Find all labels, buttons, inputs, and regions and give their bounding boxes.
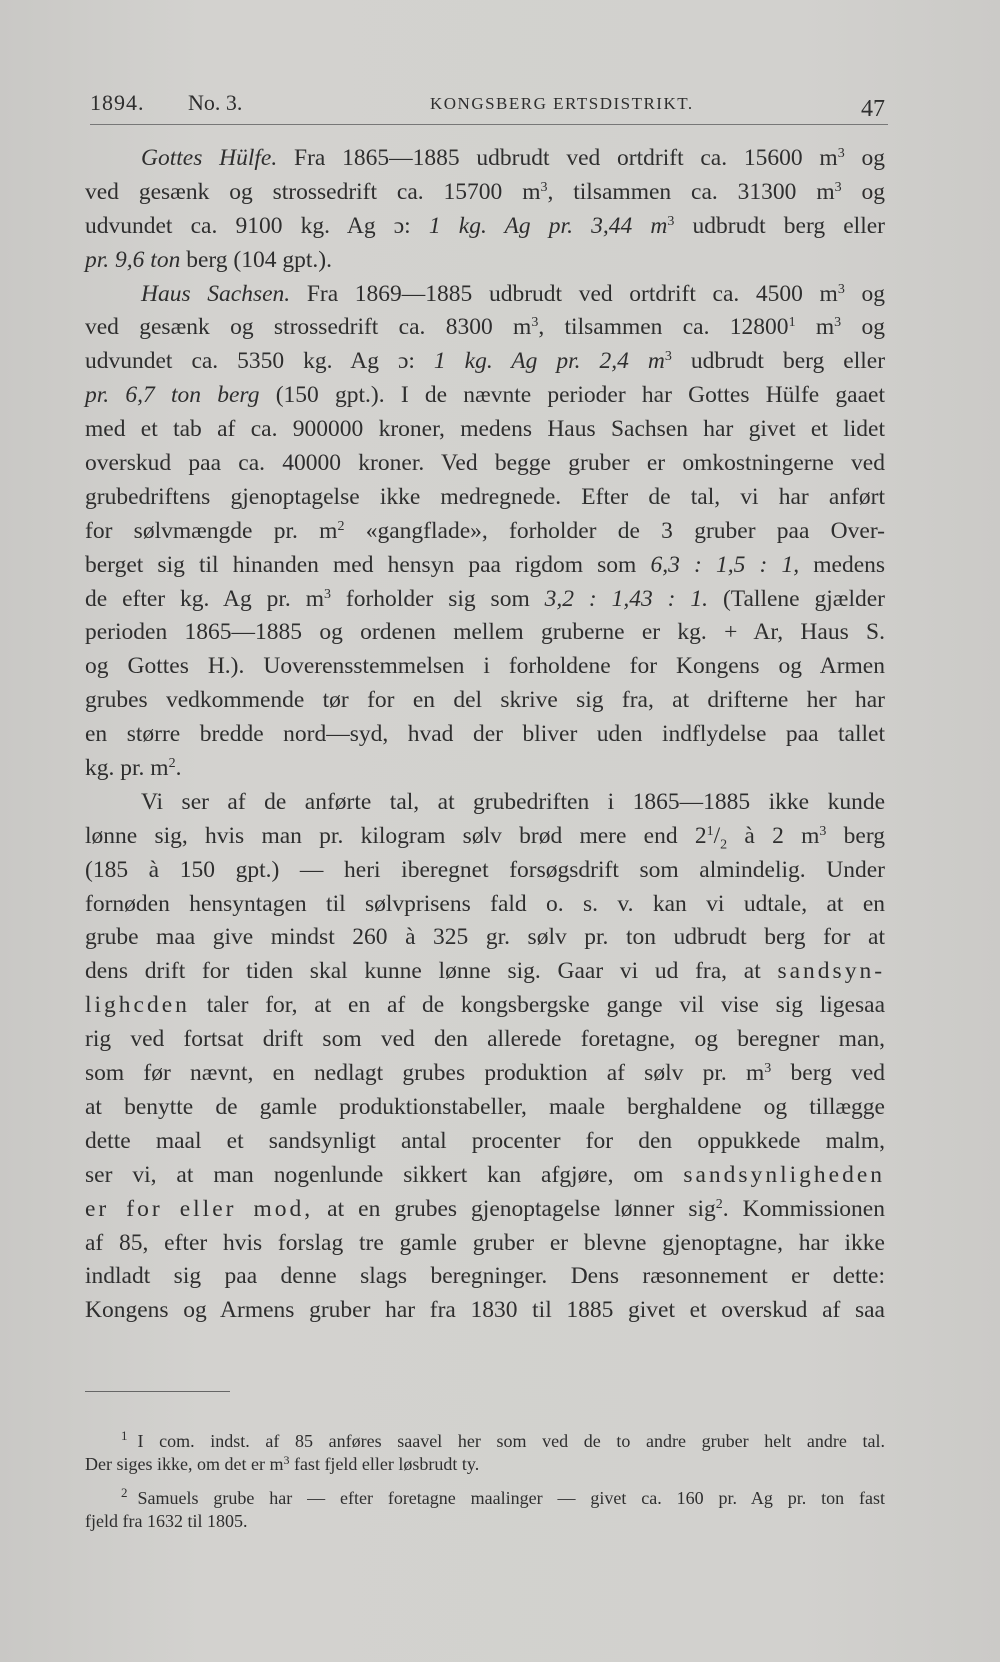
footnote-rule: [85, 1391, 230, 1392]
text-line: fornøden hensyntagen til sølvprisens fald o. s. v. kan vi udtale, at en: [85, 890, 885, 917]
text-line: indladt sig paa denne slags beregninger. Dens ræsonnement er dette:: [85, 1263, 885, 1290]
text-line: (185 à 150 gpt.) — heri iberegnet forsøgsdrift som almindelig. Under: [85, 856, 885, 883]
text-line: ved gesænk og strossedrift ca. 8300 $m^3$, tilsammen ca. 12800$^1$ $m^3$ og: [85, 314, 885, 341]
text-line: grube maa give mindst 260 à 325 gr. sølv pr. ton udbrudt berg for at: [85, 924, 885, 951]
running-header: [90, 88, 885, 120]
text-line: dens drift for tiden skal kunne lønne sig. Gaar vi ud fra, at sandsyn-: [85, 958, 886, 985]
header-issue-number: No. 3.: [188, 90, 243, 115]
footnote-2-cont: fjeld fra 1632 til 1805.: [85, 1510, 248, 1531]
text-line: perioden 1865—1885 og ordenen mellem gruberne er kg. + Ar, Haus S.: [85, 619, 885, 646]
text-line: ser vi, at man nogenlunde sikkert kan afgjøre, om sandsynligheden: [85, 1161, 885, 1188]
footnote-1-cont: Der siges ikke, om det er $m^3$ fast fjeld eller løsbrudt ty.: [85, 1453, 480, 1475]
text-line: er for eller mod, at en grubes gjenoptagelse lønner sig$^2$. Kommissionen: [85, 1195, 885, 1222]
text-line: de efter kg. Ag pr. $m^3$ forholder sig som 3,2 : 1,43 : 1. (Tallene gjælder: [85, 585, 885, 612]
text-line: at benytte de gamle produktionstabeller, maale berghaldene og tillægge: [85, 1093, 885, 1120]
text-line: ved gesænk og strossedrift ca. 15700 $m^3$, tilsammen ca. 31300 $m^3$ og: [85, 178, 886, 205]
page-number: 47: [861, 96, 885, 122]
footnote-1: $^1$ I com. indst. af 85 anføres saavel her som ved de to andre gruber helt andre tal.: [121, 1428, 885, 1451]
text-line: pr. 6,7 ton berg (150 gpt.). I de nævnte perioder har Gottes Hülfe gaaet: [85, 382, 885, 409]
text-line: med et tab af ca. 900000 kroner, medens Haus Sachsen har givet et lidet: [85, 416, 885, 443]
text-line: overskud paa ca. 40000 kroner. Ved begge gruber er omkostningerne ved: [85, 450, 885, 477]
text-line: grubes vedkommende tør for en del skrive sig fra, at drifterne her har: [85, 687, 885, 714]
text-line: kg. pr. $m^2$.: [85, 755, 182, 782]
text-line: udvundet ca. 5350 kg. Ag ɔ: 1 kg. Ag pr. 2,4 $m^3$ udbrudt berg eller: [85, 348, 886, 375]
text-line: lighcden taler for, at en af de kongsbergske gange vil vise sig ligesaa: [85, 992, 885, 1019]
text-line: som før nævnt, en nedlagt grubes produktion af sølv pr. $m^3$ berg ved: [85, 1060, 886, 1087]
text-line: en større bredde nord—syd, hvad der bliver uden indflydelse paa tallet: [85, 721, 885, 748]
header-running-title: KONGSBERG ERTSDISTRIKT.: [430, 94, 694, 113]
text-line: Haus Sachsen. Fra 1869—1885 udbrudt ved ortdrift ca. 4500 $m^3$ og: [141, 280, 885, 307]
text-line: grubedriftens gjenoptagelse ikke medregnede. Efter de tal, vi har anført: [85, 483, 885, 510]
text-line: Gottes Hülfe. Fra 1865—1885 udbrudt ved ortdrift ca. 15600 $m^3$ og: [141, 145, 886, 171]
text-line: berget sig til hinanden med hensyn paa rigdom som 6,3 : 1,5 : 1, medens: [85, 551, 886, 578]
body-text: [85, 142, 885, 1328]
text-line: Kongens og Armens gruber har fra 1830 til 1885 givet et overskud af saa: [85, 1297, 885, 1324]
text-line: for sølvmængde pr. $m^2$ «gangflade», forholder de 3 gruber paa Over-: [85, 517, 886, 544]
text-line: og Gottes H.). Uoverensstemmelsen i forholdene for Kongens og Armen: [85, 653, 885, 680]
header-year: 1894.: [90, 90, 145, 115]
text-line: lønne sig, hvis man pr. kilogram sølv brød mere end $2^1/_2$ à 2 $m^3$ berg: [85, 822, 886, 853]
text-line: udvundet ca. 9100 kg. Ag ɔ: 1 kg. Ag pr. 3,44 $m^3$ udbrudt berg eller: [85, 212, 885, 239]
text-line: af 85, efter hvis forslag tre gamle gruber er blevne gjenoptagne, har ikke: [85, 1229, 885, 1256]
text-line: rig ved fortsat drift som ved den allerede foretagne, og beregner man,: [85, 1026, 885, 1053]
footnote-2: $^2$ Samuels grube har — efter foretagne maalinger — givet ca. 160 pr. Ag pr. ton fast: [121, 1484, 885, 1508]
header-rule: [90, 124, 888, 125]
text-line: Vi ser af de anførte tal, at grubedriften i 1865—1885 ikke kunde: [141, 788, 885, 815]
text-line: dette maal et sandsynligt antal procenter for den oppukkede malm,: [85, 1127, 885, 1154]
footnotes: [85, 1422, 885, 1535]
text-line: pr. 9,6 ton berg (104 gpt.).: [85, 246, 332, 273]
